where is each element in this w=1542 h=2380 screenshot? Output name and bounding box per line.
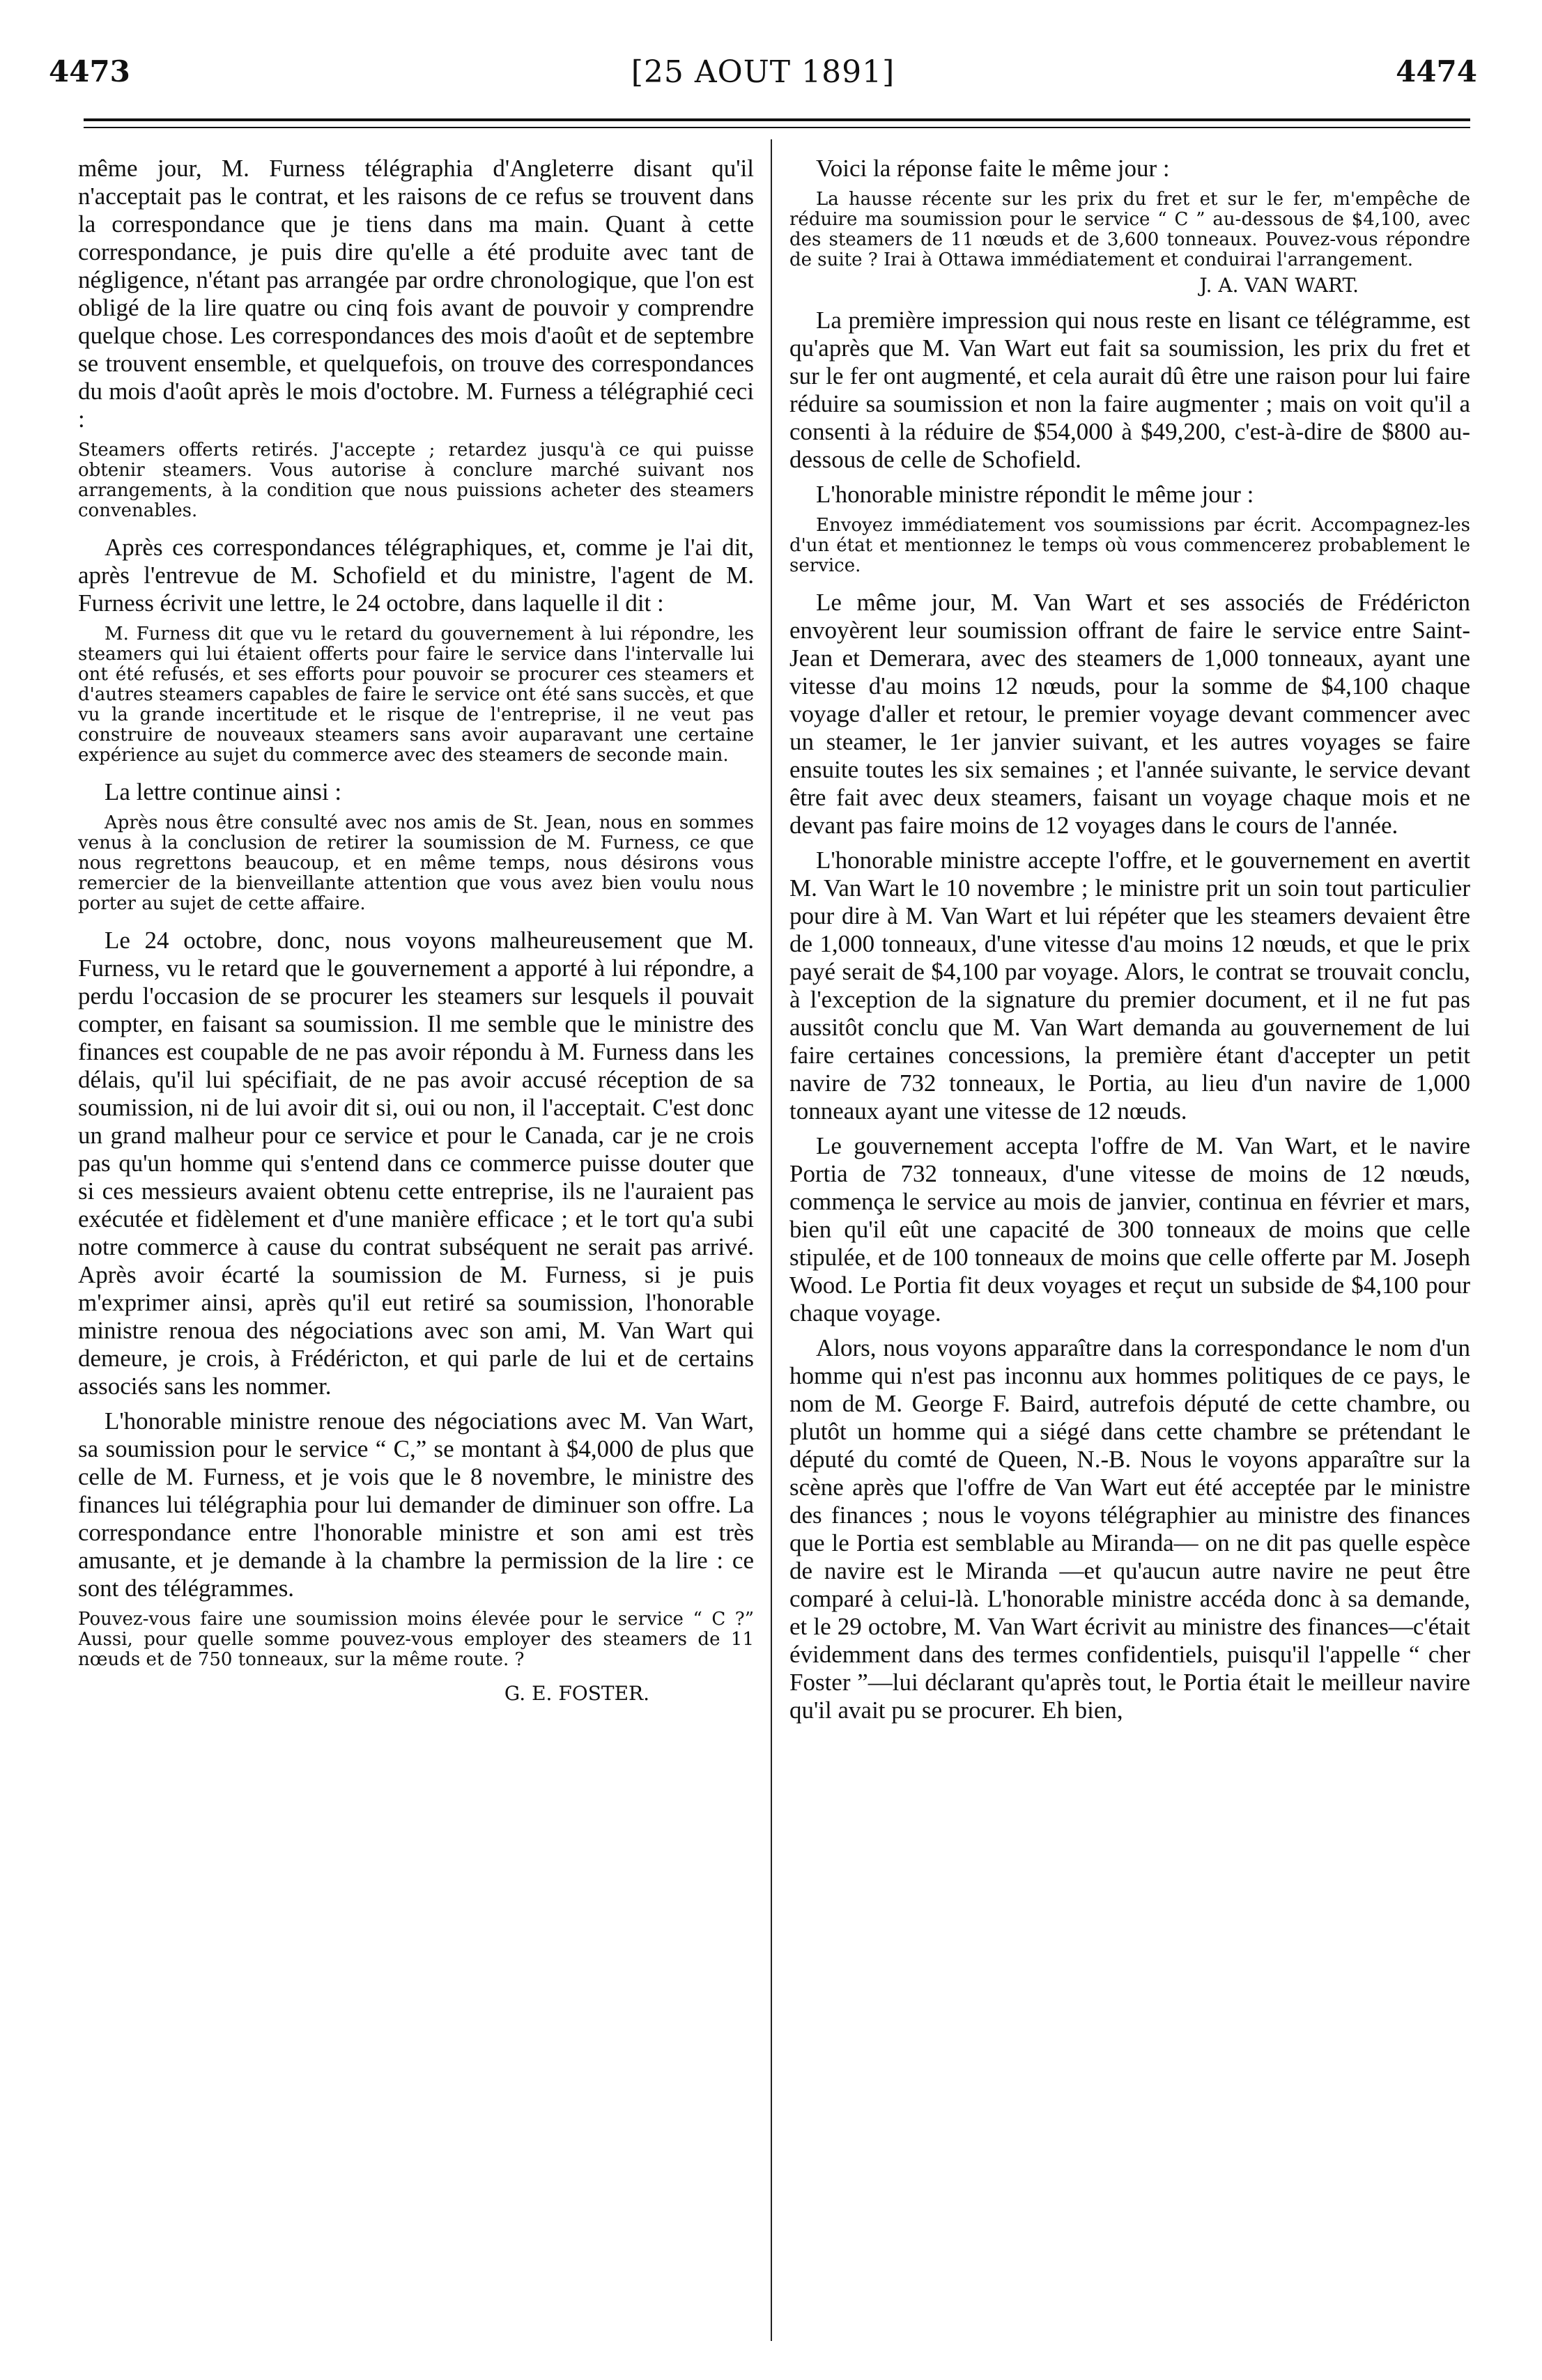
left-column: [78, 155, 754, 1705]
letter-quote: Après nous être consulté avec nos amis de St. Jean, nous en sommes venus à la conclusion de retirer la soumission de M. Furness, ce que nous regrettons beaucoup, et en même temps, nous désirons vous remercier de la bienveillante attention que vous avez bien voulu nous porter au sujet de cette affaire.: [78, 812, 754, 914]
telegram-quote: Steamers offerts retirés. J'accepte ; retardez jusqu'à ce qui puisse obtenir steamers. Vous autorise à conclure marché suivant nos arrangements, à la condition que nous puissions acheter des steamers convenables.: [78, 440, 754, 521]
paragraph: Après ces correspondances télégraphiques, et, comme je l'ai dit, après l'entrevue de M. Schofield et du ministre, l'agent de M. Furness écrivit une lettre, le 24 octobre, dans laquelle il dit :: [78, 534, 754, 617]
signature: G. E. FOSTER.: [504, 1682, 649, 1705]
signature: J. A. VAN WART.: [1199, 274, 1359, 297]
header-rule-thick: [84, 118, 1470, 121]
letter-quote: M. Furness dit que vu le retard du gouvernement à lui répondre, les steamers qui lui étaient offerts pour faire le service dans l'intervalle lui ont été refusés, et ses efforts pour pouvoir se procurer ces steamers et d'autres steamers capables de faire le service ont été sans succès, et que vu la grande incertitude et le risque de l'entreprise, il ne veut pas construire de nouveaux steamers sans avoir auparavant une certaine expérience au sujet du commerce avec des steamers de seconde main.: [78, 624, 754, 766]
telegram-quote: Pouvez-vous faire une soumission moins élevée pour le service “ C ?” Aussi, pour quelle somme pouvez-vous employer des steamers de 11 nœuds et de 750 tonneaux, sur la même route. ?: [78, 1609, 754, 1670]
paragraph: L'honorable ministre répondit le même jour :: [816, 481, 1254, 508]
page-header: [49, 54, 1477, 103]
column-divider: [771, 139, 772, 2341]
paragraph: même jour, M. Furness télégraphia d'Angleterre disant qu'il n'acceptait pas le contrat, et les raisons de ce refus se trouvent dans la correspondance que je tiens dans ma main. Quant à cette correspondance, je puis dire qu'elle a été produite avec tant de négligence, n'étant pas arrangée par ordre chronologique, que l'on est obligé de la lire quatre ou cinq fois avant de pouvoir y comprendre quelque chose. Les correspondances des mois d'août et de septembre se trouvent ensemble, et quelquefois, on trouve des correspondances du mois d'août après le mois d'octobre. M. Furness a télégraphié ceci :: [78, 155, 754, 433]
paragraph: Alors, nous voyons apparaître dans la correspondance le nom d'un homme qui n'est pas inconnu aux hommes politiques de ce pays, le nom de M. George F. Baird, autrefois député de cette chambre, ou plutôt un homme qui a siégé dans cette chambre se prétendant le député du comté de Queen, N.-B. Nous le voyons apparaître sur la scène après que l'offre de Van Wart eut été acceptée par le ministre des finances ; nous le voyons télégraphier au ministre des finances que le Portia est semblable au Miranda— on ne dit pas quelle espèce de navire est le Miranda —et qu'aucun autre navire ne peut être comparé à celui-là. L'honorable ministre accéda donc à sa demande, et le 29 octobre, M. Van Wart écrivit au ministre des finances—c'était évidemment dans des termes confidentiels, puisqu'il l'appelle “ cher Foster ”—lui déclarant qu'après tout, le Portia était le meilleur navire qu'il avait pu se procurer. Eh bien,: [789, 1334, 1470, 1724]
page-number-right: 4474: [1396, 54, 1477, 88]
paragraph: Le même jour, M. Van Wart et ses associés de Frédéricton envoyèrent leur soumission offrant de faire le service entre Saint-Jean et Demerara, avec des steamers de 1,000 tonneaux, ayant une vitesse d'au moins 12 nœuds, pour la somme de $4,100 chaque voyage d'aller et retour, le premier voyage devant commencer avec un steamer, le 1er janvier suivant, et les autres voyages se faire ensuite toutes les six semaines ; et l'année suivante, le service devant être fait avec deux steamers, faisant un voyage chaque mois et ne devant pas faire moins de 12 voyages dans le cours de l'année.: [789, 589, 1470, 839]
paragraph: L'honorable ministre renoue des négociations avec M. Van Wart, sa soumission pour le service “ C,” se montant à $4,000 de plus que celle de M. Furness, et je vois que le 8 novembre, le ministre des finances lui télégraphia pour lui demander de diminuer son offre. La correspondance entre l'honorable ministre et son ami est très amusante, et je demande à la chambre la permission de la lire : ce sont des télégrammes.: [78, 1407, 754, 1602]
paragraph: La lettre continue ainsi :: [105, 778, 342, 805]
paragraph: L'honorable ministre accepte l'offre, et le gouvernement en avertit M. Van Wart le 10 novembre ; le ministre prit un soin tout particulier pour dire à M. Van Wart et lui répéter que les steamers devaient être de 1,000 tonneaux, d'une vitesse d'au moins 12 nœuds, et que le prix payé serait de $4,100 par voyage. Alors, le contrat se trouvait conclu, à l'exception de la signature du premier document, et il ne fut pas aussitôt conclu que M. Van Wart demanda au gouvernement de lui faire certaines concessions, la première étant d'accepter un petit navire de 732 tonneaux, le Portia, au lieu d'un navire de 1,000 tonneaux ayant une vitesse de 12 nœuds.: [789, 847, 1470, 1125]
paragraph: La première impression qui nous reste en lisant ce télégramme, est qu'après que M. Van Wart eut fait sa soumission, les prix du fret et sur le fer ont augmenté, et cela aurait dû être une raison pour lui faire réduire sa soumission et non la faire augmenter ; mais on voit qu'il a consenti à la réduire de $54,000 à $49,200, c'est-à-dire de $800 au-dessous de celle de Schofield.: [789, 307, 1470, 473]
telegram-quote: Envoyez immédiatement vos soumissions par écrit. Accompagnez-les d'un état et mentionnez le temps où vous commencerez probablement le service.: [789, 515, 1470, 576]
right-column: [789, 155, 1470, 1731]
telegram-quote: La hausse récente sur les prix du fret et sur le fer, m'empêche de réduire ma soumission pour le service “ C ” au-dessous de $4,100, avec des steamers de 11 nœuds et de 3,600 tonneaux. Pouvez-vous répondre de suite ? Irai à Ottawa immédiatement et conduirai l'arrangement.: [789, 189, 1470, 270]
header-date: [25 AOUT 1891]: [631, 54, 895, 90]
paragraph: Voici la réponse faite le même jour :: [816, 155, 1170, 182]
header-rule-thin: [84, 127, 1470, 128]
paragraph: Le 24 octobre, donc, nous voyons malheureusement que M. Furness, vu le retard que le gouvernement a apporté à lui répondre, a perdu l'occasion de se procurer les steamers sur lesquels il pouvait compter, en faisant sa soumission. Il me semble que le ministre des finances est coupable de ne pas avoir répondu à M. Furness dans les délais, qu'il lui spécifiait, de ne pas avoir accusé réception de sa soumission, ni de lui avoir dit si, oui ou non, il l'acceptait. C'est donc un grand malheur pour ce service et pour le Canada, car je ne crois pas qu'un homme qui s'entend dans ce commerce puisse douter que si ces messieurs avaient obtenu cette entreprise, ils ne l'auraient pas exécutée et fidèlement et d'une manière efficace ; et le tort qu'a subi notre commerce à cause du contrat subséquent ne serait pas arrivé. Après avoir écarté la soumission de M. Furness, si je puis m'exprimer ainsi, après qu'il eut retiré sa soumission, l'honorable ministre renoua des négociations avec son ami, M. Van Wart qui demeure, je crois, à Frédéricton, et qui parle de lui et de certains associés sans les nommer.: [78, 927, 754, 1400]
paragraph: Le gouvernement accepta l'offre de M. Van Wart, et le navire Portia de 732 tonneaux, d'une vitesse de moins de 12 nœuds, commença le service au mois de janvier, continua en février et mars, bien qu'il eût une capacité de 300 tonneaux de moins que celle stipulée, et de 100 tonneaux de moins que celle offerte par M. Joseph Wood. Le Portia fit deux voyages et reçut un subside de $4,100 pour chaque voyage.: [789, 1132, 1470, 1327]
page-number-left: 4473: [49, 54, 130, 88]
